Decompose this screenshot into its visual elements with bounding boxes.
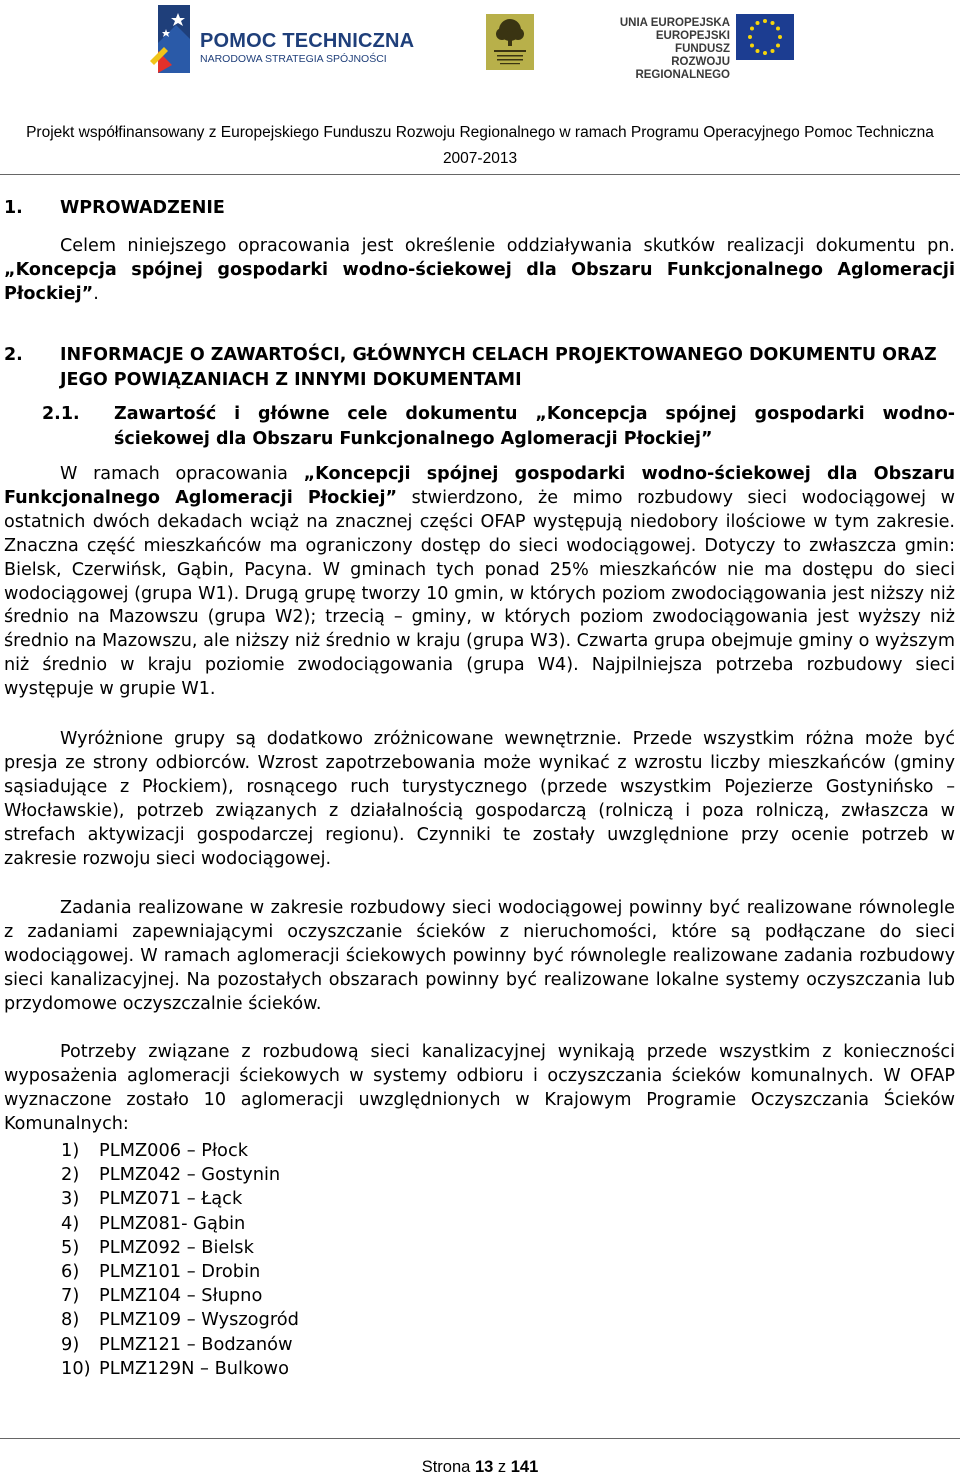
list-number: 5) — [61, 1236, 80, 1258]
list-text: PLMZ071 – Łąck — [99, 1188, 243, 1210]
document-title: „Koncepcja spójnej gospodarki wodno-ściekowej dla Obszaru Funkcjonalnego Aglomeracji Płockiej” — [4, 259, 955, 304]
eu-flag-icon — [736, 14, 794, 60]
paragraph-1 — [4, 463, 955, 702]
subsection-heading-2-1 — [42, 402, 955, 452]
list-text: PLMZ092 – Bielsk — [99, 1236, 254, 1258]
section-heading-2 — [4, 343, 955, 393]
agglomeration-list — [61, 1139, 299, 1381]
section-title: WPROWADZENIE — [60, 198, 225, 218]
page-number: 13 — [474, 1458, 494, 1476]
funding-note-line2: 2007-2013 — [442, 150, 518, 167]
list-text: PLMZ129N – Bulkowo — [99, 1357, 289, 1379]
paragraph-3: Zadania realizowane w zakresie rozbudowy sieci wodociągowej powinny być realizowane równolegle z zadaniami zapewniającymi oczyszczanie ścieków z nieruchomości, które są podłączane do sieci wodociągowej. W ramach aglomeracji ściekowych powinny być równolegle realizowane zadania rozbudowy sieci kanalizacyjnej. Na pozostałych obszarach powinny być realizowane lokalne systemy oczyszczania lub przydomowe oczyszczalnie ścieków. — [4, 898, 955, 1014]
page-header — [0, 0, 960, 180]
list-item — [61, 1333, 299, 1357]
list-text: PLMZ006 – Płock — [99, 1140, 249, 1161]
paragraph-2: Wyróżnione grupy są dodatkowo zróżnicowane wewnętrznie. Przede wszystkim różna może być presja ze strony odbiorców. Wzrost zapotrzebowania może wynikać z wzrostu liczby mieszkańców (gminy sąsiadujące z Płockiem), rosnącego ruch turystycznego (przede wszystkim Pojezierze Gostynińsko – Włocławskie), potrzeb związanych z działalnością gospodarczą (rolniczą i poza rolniczą, zwłaszcza w strefach aktywizacji gospodarczej regionu). Czynniki te zostały uwzględnione przy ocenie potrzeb w zakresie rozwoju sieci wodociągowej. — [4, 729, 955, 869]
list-item — [61, 1236, 299, 1260]
pomoc-techniczna-logo-icon — [150, 3, 196, 77]
list-item — [61, 1187, 299, 1211]
list-item — [61, 1163, 299, 1187]
intro-text: Celem niniejszego opracowania jest określenie oddziaływania skutków realizacji dokumentu pn. — [60, 236, 955, 256]
zwiazek-gmin-logo-icon — [486, 14, 534, 70]
eu-logo — [598, 14, 796, 81]
paragraph-text: W ramach opracowania — [60, 464, 304, 484]
page-footer — [0, 1458, 960, 1477]
list-text: PLMZ104 – Słupno — [99, 1285, 263, 1307]
list-text: PLMZ101 – Drobin — [99, 1261, 261, 1283]
intro-end: . — [93, 283, 99, 304]
list-item — [61, 1212, 299, 1236]
list-item — [61, 1139, 299, 1163]
paragraph-4: Potrzeby związane z rozbudową sieci kanalizacyjnej wynikają przede wszystkim z konieczności wyposażenia aglomeracji ściekowych w systemy odbioru i oczyszczania ścieków komunalnych. W OFAP wyznaczone zostało 10 aglomeracji uwzględnionych w Krajowym Programie Oczyszczania Ścieków Komunalnych: — [4, 1042, 955, 1134]
footer-divider — [0, 1438, 960, 1439]
subsection-title: Zawartość i główne cele dokumentu „Koncepcja spójnej gospodarki wodno-ściekowej dla Obszaru Funkcjonalnego Aglomeracji Płockiej” — [114, 404, 955, 449]
pomoc-techniczna-logo — [150, 3, 420, 77]
page-separator: z — [497, 1458, 507, 1476]
list-text: PLMZ081- Gąbin — [99, 1212, 246, 1234]
list-number: 3) — [61, 1188, 80, 1210]
eu-logo-line1: UNIA EUROPEJSKA — [619, 17, 730, 29]
list-number: 7) — [61, 1285, 80, 1307]
eu-logo-line3: ROZWOJU REGIONALNEGO — [635, 56, 730, 81]
funding-note-line1: Projekt współfinansowany z Europejskiego Funduszu Rozwoju Regionalnego w ramach Programu Operacyjnego Pomoc Techniczna — [26, 124, 934, 141]
list-item — [61, 1357, 299, 1381]
section-number: 2. — [4, 345, 23, 365]
list-text: PLMZ109 – Wyszogród — [99, 1309, 299, 1331]
list-item — [61, 1308, 299, 1332]
section-title: INFORMACJE O ZAWARTOŚCI, GŁÓWNYCH CELACH PROJEKTOWANEGO DOKUMENTU ORAZ JEGO POWIĄZANIACH Z INNYMI DOKUMENTAMI — [60, 345, 937, 390]
list-number: 9) — [61, 1333, 80, 1355]
list-item — [61, 1260, 299, 1284]
zwiazek-gmin-logo — [486, 14, 534, 70]
list-text: PLMZ042 – Gostynin — [99, 1164, 281, 1186]
page-label: Strona — [421, 1458, 471, 1476]
intro-paragraph — [4, 235, 955, 307]
page-total: 141 — [510, 1458, 539, 1476]
logo-subtitle: NARODOWA STRATEGIA SPÓJNOŚCI — [200, 53, 387, 65]
eu-logo-line2: EUROPEJSKI FUNDUSZ — [655, 30, 730, 55]
list-number: 2) — [61, 1164, 80, 1186]
list-number: 1) — [61, 1140, 80, 1161]
list-item — [61, 1284, 299, 1308]
list-number: 10) — [61, 1357, 91, 1379]
paragraph-text: stwierdzono, że mimo rozbudowy sieci wodociągowej w ostatnich dwóch dekadach wciąż na znacznej części OFAP występują niedobory ilościowe w tym zakresie. Znaczna część mieszkańców ma ograniczony dostęp do sieci wodociągowej. Dotyczy to zwłaszcza gmin: Bielsk, Czerwińsk, Gąbin, Pacyna. W gminach tych ponad 25% mieszkańców nie ma dostępu do sieci wodociągowej (grupa W1). Drugą grupę tworzy 10 gmin, w których poziom zwodociągowania jest niższy niż średnio na Mazowszu (grupa W2); trzecią – gminy, w których poziom zwodociągowania jest wyższy niż średnio na Mazowszu, ale niższy niż średnio w kraju (grupa W3). Czwarta grupa obejmuje gminy o wyższym niż średnio w kraju poziomie zwodociągowania (grupa W4). Najpilniejsza potrzeba rozbudowy sieci występuje w grupie W1. — [4, 487, 955, 700]
document-title: „Koncepcji spójnej gospodarki wodno-ściekowej dla Obszaru Funkcjonalnego Aglomeracji Płockiej” — [4, 464, 956, 508]
list-number: 6) — [61, 1261, 80, 1283]
logo-title: POMOC TECHNICZNA — [200, 30, 415, 52]
section-number: 1. — [4, 198, 23, 218]
eu-logo-text — [598, 17, 730, 82]
subsection-number: 2.1. — [42, 404, 80, 424]
list-number: 8) — [61, 1309, 80, 1331]
header-divider — [0, 174, 960, 175]
list-number: 4) — [61, 1212, 80, 1234]
list-text: PLMZ121 – Bodzanów — [99, 1333, 293, 1355]
